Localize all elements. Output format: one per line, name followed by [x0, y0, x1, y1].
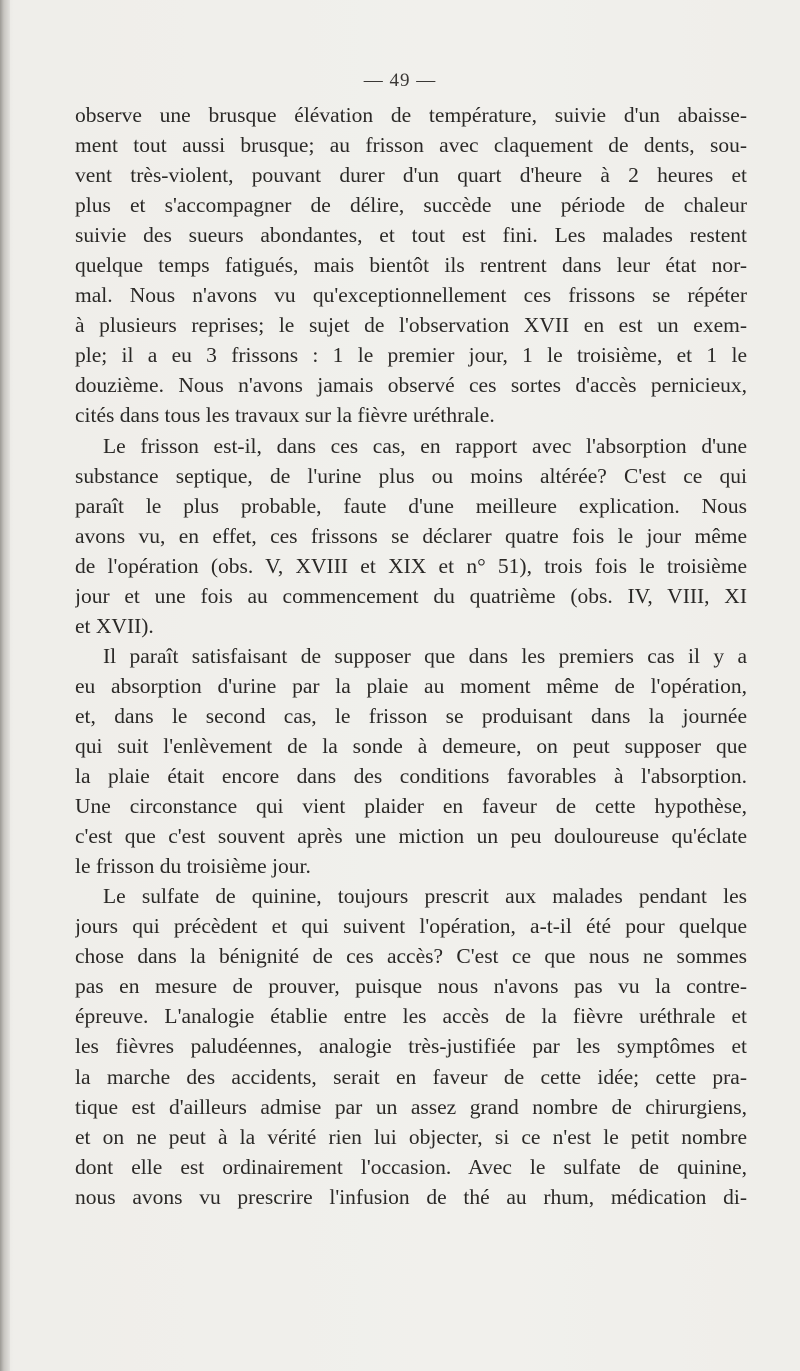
text-line: cités dans tous les travaux sur la fièvre uréthrale.	[75, 403, 495, 428]
text-line: jour et une fois au commencement du quatrième (obs. IV, VIII, XI	[75, 583, 747, 608]
text-line: ple; il a eu 3 frissons : 1 le premier jour, 1 le troisième, et 1 le	[75, 343, 747, 368]
text-line: la plaie était encore dans des conditions favorables à l'absorption.	[75, 764, 747, 789]
page-number: — 49 —	[363, 70, 437, 91]
text-line: tique est d'ailleurs admise par un assez grand nombre de chirurgiens,	[75, 1094, 747, 1119]
text-line: suivie des sueurs abondantes, et tout est fini. Les malades restent	[75, 223, 747, 248]
body-text	[75, 100, 747, 1212]
text-line: observe une brusque élévation de température, suivie d'un abaisse-	[75, 103, 747, 127]
paragraph-start-line: Il paraît satisfaisant de supposer que dans les premiers cas il y a	[103, 643, 747, 668]
text-line: Une circonstance qui vient plaider en faveur de cette hypothèse,	[75, 794, 747, 819]
text-line: plus et s'accompagner de délire, succède une période de chaleur	[75, 193, 747, 218]
text-line: et on ne peut à la vérité rien lui objecter, si ce n'est le petit nombre	[75, 1124, 747, 1149]
paragraph-start-line: Le frisson est-il, dans ces cas, en rapport avec l'absorption d'une	[103, 433, 747, 458]
text-line: quelque temps fatigués, mais bientôt ils rentrent dans leur état nor-	[75, 253, 747, 278]
text-line: vent très-violent, pouvant durer d'un quart d'heure à 2 heures et	[75, 163, 747, 188]
text-line: dont elle est ordinairement l'occasion. Avec le sulfate de quinine,	[75, 1154, 747, 1179]
text-line: avons vu, en effet, ces frissons se déclarer quatre fois le jour même	[75, 523, 747, 548]
text-line: et, dans le second cas, le frisson se produisant dans la journée	[75, 703, 747, 728]
page-spine-shadow	[0, 0, 10, 1371]
text-line: eu absorption d'urine par la plaie au moment même de l'opération,	[75, 673, 747, 698]
text-line: substance septique, de l'urine plus ou moins altérée? C'est ce qui	[75, 463, 747, 488]
text-line: jours qui précèdent et qui suivent l'opération, a-t-il été pour quelque	[75, 914, 747, 939]
text-line: de l'opération (obs. V, XVIII et XIX et n° 51), trois fois le troisième	[75, 553, 747, 578]
text-line: c'est que c'est souvent après une miction un peu douloureuse qu'éclate	[75, 824, 747, 849]
text-line: chose dans la bénignité de ces accès? C'est ce que nous ne sommes	[75, 944, 747, 969]
text-line: et XVII).	[75, 613, 154, 638]
text-line: mal. Nous n'avons vu qu'exceptionnellement ces frissons se répéter	[75, 283, 747, 308]
text-line: qui suit l'enlèvement de la sonde à demeure, on peut supposer que	[75, 733, 747, 758]
text-line: la marche des accidents, serait en faveur de cette idée; cette pra-	[75, 1064, 747, 1089]
text-line: nous avons vu prescrire l'infusion de thé au rhum, médication di-	[75, 1184, 747, 1209]
text-line: paraît le plus probable, faute d'une meilleure explication. Nous	[75, 493, 747, 518]
paragraph-start-line: Le sulfate de quinine, toujours prescrit aux malades pendant les	[103, 884, 747, 909]
text-line: pas en mesure de prouver, puisque nous n'avons pas vu la contre-	[75, 974, 747, 999]
text-line: les fièvres paludéennes, analogie très-justifiée par les symptômes et	[75, 1034, 747, 1059]
text-line: le frisson du troisième jour.	[75, 854, 311, 879]
text-line: douzième. Nous n'avons jamais observé ces sortes d'accès pernicieux,	[75, 373, 747, 398]
text-line: à plusieurs reprises; le sujet de l'observation XVII en est un exem-	[75, 313, 747, 338]
text-line: épreuve. L'analogie établie entre les accès de la fièvre uréthrale et	[75, 1004, 747, 1029]
text-line: ment tout aussi brusque; au frisson avec claquement de dents, sou-	[75, 133, 747, 158]
